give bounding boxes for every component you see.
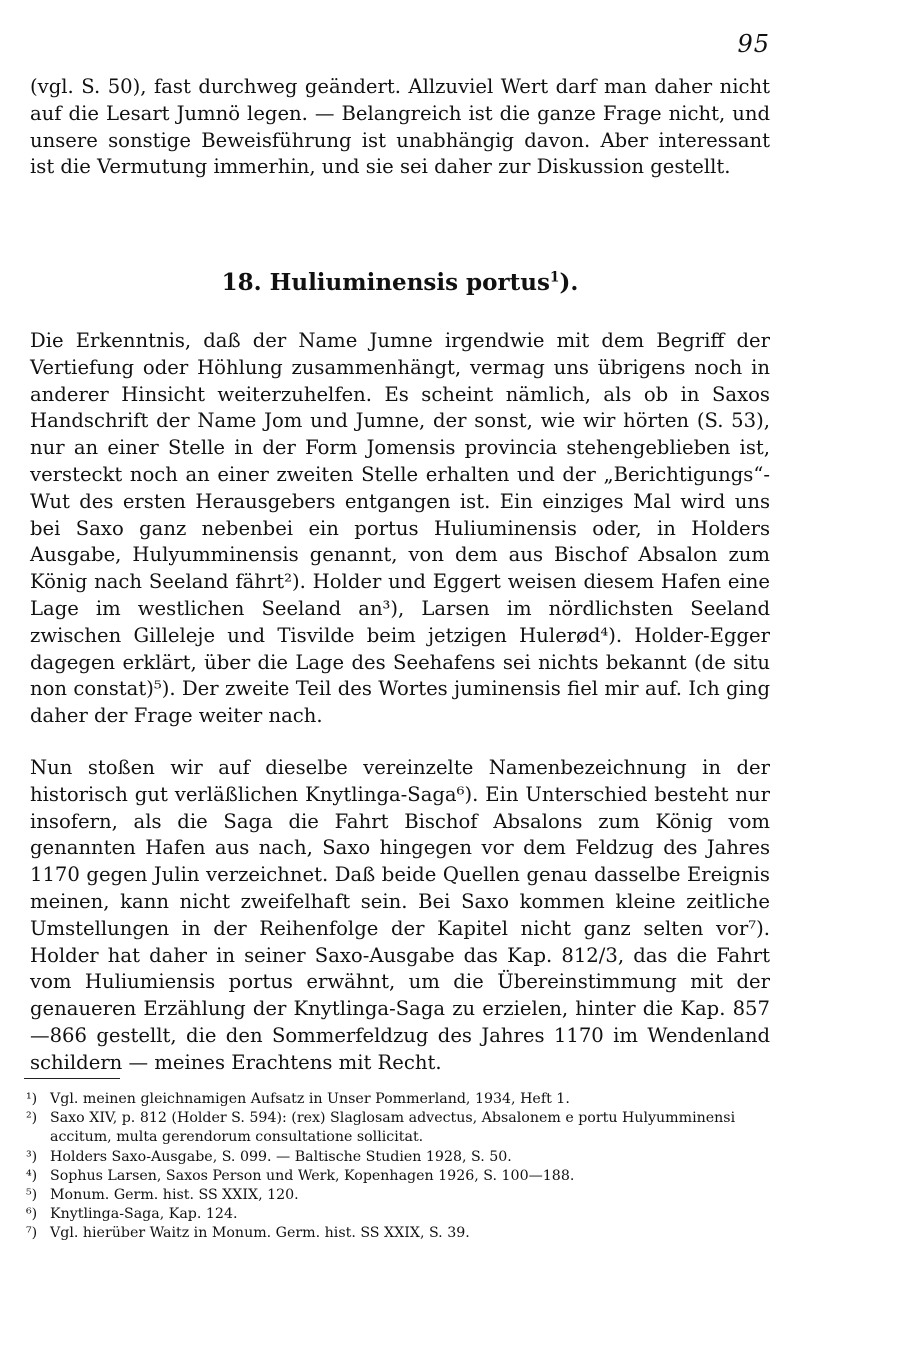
footnote-separator bbox=[24, 1078, 120, 1079]
page-number: 95 bbox=[737, 30, 770, 58]
footnote-1 bbox=[20, 1090, 780, 1109]
footnotes bbox=[20, 1090, 780, 1244]
paragraph-saxo-manuscript: Die Erkenntnis, daß der Name Jumne irgendwie mit dem Begriff der Vertiefung oder Höhlung zusammenhängt, vermag uns übrigens noch in anderer Hinsicht weiterzuhelfen. Es scheint nämlich, als ob in Saxos Handschrift der Name Jom und Jumne, der sonst, wie wir hörten (S. 53), nur an einer Stelle in der Form Jomensis provincia stehengeblieben ist, versteckt noch an einer zweiten Stelle erhalten und der „Berichtigungs“-Wut des ersten Herausgebers entgangen ist. Ein einziges Mal wird uns bei Saxo ganz nebenbei ein portus Huliuminensis oder, in Holders Ausgabe, Hulyumminensis genannt, von dem aus Bischof Absalon zum König nach Seeland fährt²). Holder und Eggert weisen diesem Hafen eine Lage im westlichen Seeland an³), Larsen im nördlichsten Seeland zwischen Gilleleje und Tisvilde beim jetzigen Hulerød⁴). Holder-Egger dagegen erklärt, über die Lage des Seehafens sei nichts bekannt (de situ non constat)⁵). Der zweite Teil des Wortes juminensis fiel mir auf. Ich ging daher der Frage weiter nach. bbox=[30, 329, 770, 728]
footnote-7 bbox=[20, 1224, 780, 1243]
footnote-7-text: Vgl. hierüber Waitz in Monum. Germ. hist. SS XXIX, S. 39. bbox=[50, 1225, 470, 1242]
section-heading bbox=[0, 268, 800, 298]
footnote-3-mark: ³) bbox=[26, 1148, 38, 1165]
footnote-5-text: Monum. Germ. hist. SS XXIX, 120. bbox=[50, 1187, 299, 1204]
footnote-1-text: Vgl. meinen gleichnamigen Aufsatz in Unser Pommerland, 1934, Heft 1. bbox=[50, 1091, 570, 1107]
footnote-5-mark: ⁵) bbox=[26, 1187, 38, 1204]
heading-close: ). bbox=[559, 269, 579, 296]
paragraph-knytlinga-saga: Nun stoßen wir auf dieselbe vereinzelte Namenbezeichnung in der historisch gut verläßlichen Knytlinga-Saga⁶). Ein Unterschied besteht nur insofern, als die Saga die Fahrt Bischof Absalons zum König vom genannten Hafen aus nach, Saxo hingegen vor dem Feldzug des Jahres 1170 gegen Julin verzeichnet. Daß beide Quellen genau dasselbe Ereignis meinen, kann nicht zweifelhaft sein. Bei Saxo kommen kleine zeitliche Umstellungen in der Reihenfolge der Kapitel nicht ganz selten vor⁷). Holder hat daher in seiner Saxo-Ausgabe das Kap. 812/3, das die Fahrt vom Huliumiensis portus erwähnt, um die Übereinstimmung mit der genaueren Erzählung der Knytlinga-Saga zu erzielen, hinter die Kap. 857—866 gestellt, die den Sommerfeldzug des Jahres 1170 im Wendenland schildern — meines Erachtens mit Recht. bbox=[30, 756, 770, 1074]
footnote-3 bbox=[20, 1148, 780, 1167]
footnote-2 bbox=[20, 1109, 780, 1147]
heading-footnote-mark: 1 bbox=[549, 269, 560, 286]
footnote-7-mark: ⁷) bbox=[26, 1225, 38, 1242]
footnote-5 bbox=[20, 1186, 780, 1205]
footnote-4-text: Sophus Larsen, Saxos Person und Werk, Kopenhagen 1926, S. 100—188. bbox=[50, 1167, 575, 1184]
footnote-2-mark: ²) bbox=[26, 1110, 38, 1127]
section-heading-text: 18. Huliuminensis portus bbox=[221, 269, 550, 296]
footnote-3-text: Holders Saxo-Ausgabe, S. 099. — Baltische Studien 1928, S. 50. bbox=[50, 1148, 512, 1165]
footnote-6-text: Knytlinga-Saga, Kap. 124. bbox=[50, 1206, 238, 1223]
paragraph-continuation: (vgl. S. 50), fast durchweg geändert. Allzuviel Wert darf man daher nicht auf die Lesart Jumnö legen. — Belangreich ist die ganze Frage nicht, und unsere sonstige Beweisführung ist unabhängig davon. Aber interessant ist die Vermutung immerhin, und sie sei daher zur Diskussion gestellt. bbox=[30, 75, 770, 179]
footnote-2-text: Saxo XIV, p. 812 (Holder S. 594): (rex) Slaglosam advectus, Absalonem e portu Hulyumminensi accitum, multa gerendorum consultatione sollicitat. bbox=[50, 1110, 736, 1146]
footnote-4-mark: ⁴) bbox=[26, 1167, 38, 1184]
footnote-6-mark: ⁶) bbox=[26, 1206, 38, 1223]
footnote-6 bbox=[20, 1205, 780, 1224]
footnote-4 bbox=[20, 1167, 780, 1186]
footnote-1-mark: ¹) bbox=[26, 1091, 38, 1107]
